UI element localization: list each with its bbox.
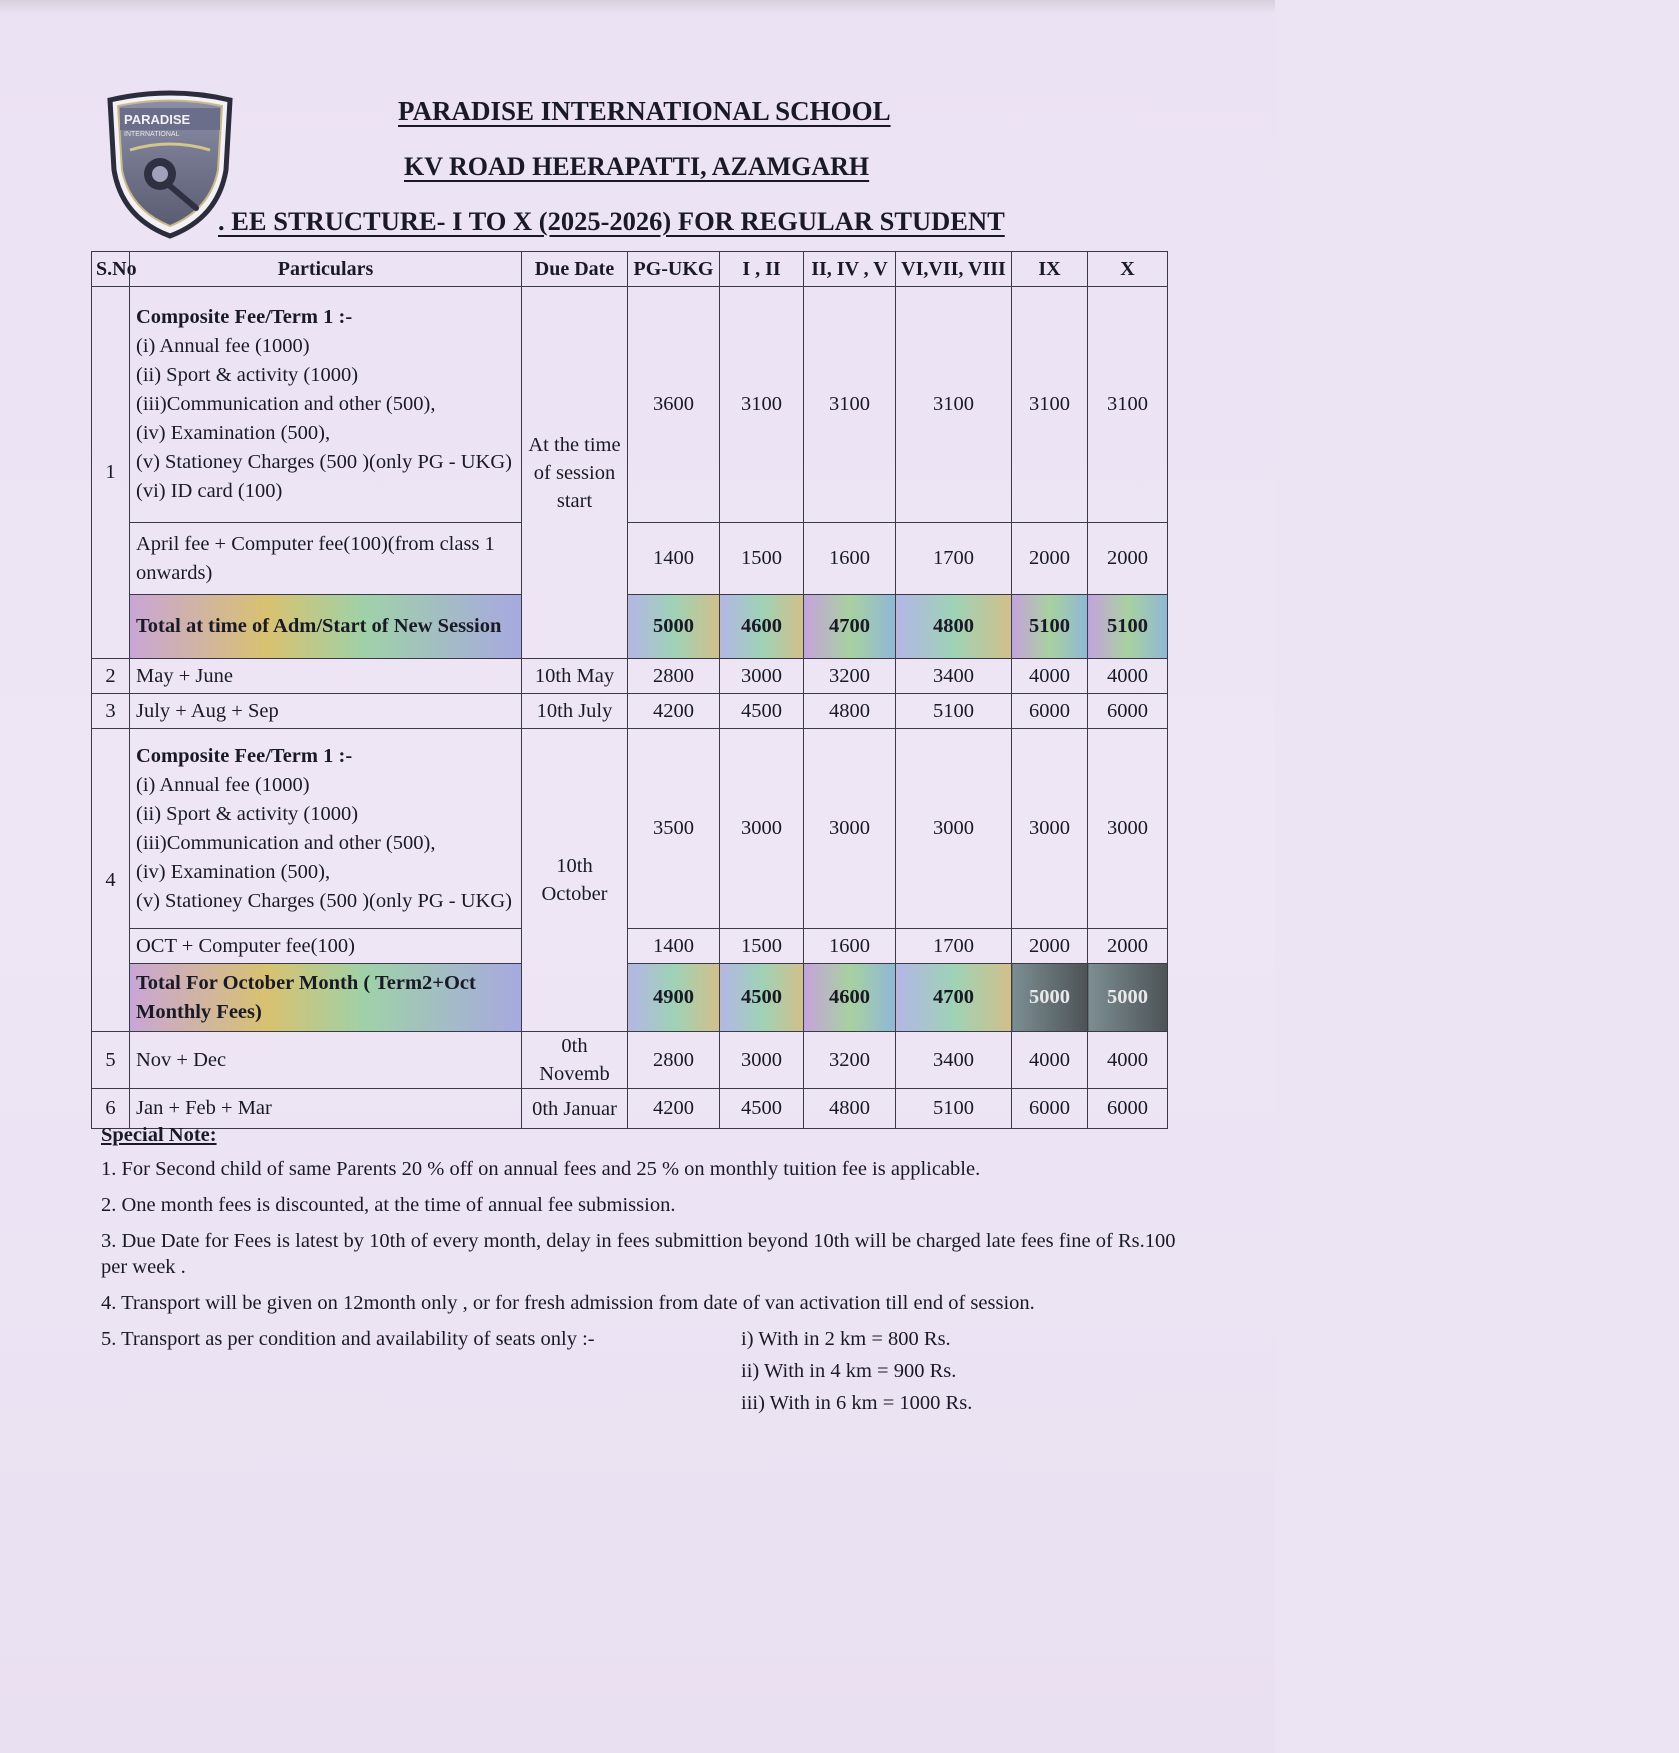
fee-item: (ii) Sport & activity (1000) [136,802,359,825]
total-value: 4600 [804,964,896,1032]
fee-value: 3200 [804,1032,896,1089]
table-row [92,523,1168,595]
fee-value: 1600 [804,523,896,595]
notes-title: Special Note: [101,1124,217,1146]
fee-value: 3100 [720,287,804,523]
total-value: 4700 [896,964,1012,1032]
serial-number: 1 [92,287,130,659]
fee-value: 4500 [720,1089,804,1129]
serial-number: 4 [92,729,130,1032]
particulars-cell: April fee + Computer fee(100)(from class 1 onwards) [130,523,522,595]
fee-value: 2000 [1088,929,1168,964]
particulars-cell: May + June [130,659,522,694]
fee-value: 1700 [896,523,1012,595]
fee-item: (iv) Examination (500), [136,422,331,444]
total-value: 4700 [804,595,896,659]
transport-lead: 5. Transport as per condition and availability of seats only :- [101,1328,595,1350]
column-header: X [1088,252,1168,287]
fee-value: 6000 [1088,694,1168,729]
fee-item: (v) Stationey Charges (500 )(only PG - UKG) [136,889,512,912]
note-item: 4. Transport will be given on 12month only , or for fresh admission from date of van activation till end of session. [101,1292,1035,1314]
column-header: I , II [720,252,804,287]
fee-value: 3100 [1012,287,1088,523]
total-value: 5000 [1012,964,1088,1032]
note-item: 2. One month fees is discounted, at the time of annual fee submission. [101,1194,676,1216]
fee-value: 4200 [628,694,720,729]
total-value: 4600 [720,595,804,659]
due-date: 10th October [522,729,628,1032]
fee-value: 4000 [1088,1032,1168,1089]
fee-value: 3000 [804,729,896,929]
fee-item: (iii)Communication and other (500), [136,393,436,415]
serial-number: 2 [92,659,130,694]
fee-value: 4000 [1012,659,1088,694]
fee-table [91,251,1168,1129]
fee-item: (iv) Examination (500), [136,860,331,883]
fee-item: (v) Stationey Charges (500 )(only PG - UKG) [136,451,512,473]
table-row [92,287,1168,523]
due-date: 10th July [522,694,628,729]
fee-value: 6000 [1088,1089,1168,1129]
table-header-row [92,252,1168,287]
table-row [92,729,1168,929]
due-date: At the time of session start [522,287,628,659]
note-item: 3. Due Date for Fees is latest by 10th of every month, delay in fees submittion beyond 10th will be charged late fees fine of Rs.100 per week . [101,1230,1176,1278]
fee-value: 3000 [1012,729,1088,929]
due-date: 10th May [522,659,628,694]
serial-number: 3 [92,694,130,729]
table-row [92,694,1168,729]
column-header: PG-UKG [628,252,720,287]
transport-option: i) With in 2 km = 800 Rs. [741,1328,951,1350]
fee-value: 4800 [804,1089,896,1129]
fee-value: 2800 [628,659,720,694]
fee-value: 6000 [1012,1089,1088,1129]
fee-value: 3100 [804,287,896,523]
fee-item: (i) Annual fee (1000) [136,335,310,357]
fee-value: 2000 [1088,523,1168,595]
column-header: VI,VII, VIII [896,252,1012,287]
fee-value: 3600 [628,287,720,523]
total-value: 5100 [1012,595,1088,659]
composite-heading: Composite Fee/Term 1 :- [136,744,353,767]
fee-item: (ii) Sport & activity (1000) [136,364,359,386]
total-value: 4500 [720,964,804,1032]
fee-value: 3100 [896,287,1012,523]
fee-value: 1700 [896,929,1012,964]
fee-structure-title: . EE STRUCTURE- I TO X (2025-2026) FOR REGULAR STUDENT [218,206,1005,236]
particulars-cell: Jan + Feb + Mar [130,1089,522,1129]
fee-value: 2000 [1012,523,1088,595]
school-address: KV ROAD HEERAPATTI, AZAMGARH [404,152,870,181]
svg-text:INTERNATIONAL: INTERNATIONAL [124,131,180,138]
fee-value: 1400 [628,523,720,595]
fee-item: (iii)Communication and other (500), [136,831,436,854]
particulars-cell [130,287,522,523]
fee-value: 4000 [1088,659,1168,694]
total-value: 5100 [1088,595,1168,659]
due-date: 0th Novemb [522,1032,628,1089]
fee-value: 5100 [896,694,1012,729]
transport-note [101,1326,1181,1358]
table-row [92,659,1168,694]
column-header: IX [1012,252,1088,287]
total-value: 4800 [896,595,1012,659]
fee-value: 5100 [896,1089,1012,1129]
fee-item: (i) Annual fee (1000) [136,773,310,796]
total-value: 5000 [1088,964,1168,1032]
fee-value: 4500 [720,694,804,729]
transport-option: ii) With in 4 km = 900 Rs. [741,1360,957,1382]
fee-value: 2000 [1012,929,1088,964]
transport-note [101,1358,1181,1390]
particulars-cell: July + Aug + Sep [130,694,522,729]
special-notes [101,1122,1181,1422]
table-row [92,1032,1168,1089]
particulars-cell [130,729,522,929]
note-item: 1. For Second child of same Parents 20 % off on annual fees and 25 % on monthly tuition fee is applicable. [101,1158,981,1180]
svg-text:PARADISE: PARADISE [124,112,191,127]
particulars-cell: OCT + Computer fee(100) [130,929,522,964]
fee-value: 3500 [628,729,720,929]
transport-option: iii) With in 6 km = 1000 Rs. [741,1392,973,1414]
serial-number: 5 [92,1032,130,1089]
fee-value: 1400 [628,929,720,964]
fee-value: 1600 [804,929,896,964]
fee-value: 3200 [804,659,896,694]
school-name: PARADISE INTERNATIONAL SCHOOL [398,96,891,126]
fee-value: 3400 [896,659,1012,694]
fee-value: 3000 [720,729,804,929]
fee-value: 4000 [1012,1032,1088,1089]
table-row [92,929,1168,964]
scan-edge [0,0,1275,14]
total-label: Total at time of Adm/Start of New Session [130,595,522,659]
total-label: Total For October Month ( Term2+Oct Monthly Fees) [130,964,522,1032]
fee-value: 1500 [720,523,804,595]
column-header: Due Date [522,252,628,287]
fee-value: 3000 [720,1032,804,1089]
fee-item: (vi) ID card (100) [136,480,283,502]
fee-value: 2800 [628,1032,720,1089]
fee-value: 4800 [804,694,896,729]
fee-value: 4200 [628,1089,720,1129]
fee-value: 3400 [896,1032,1012,1089]
column-header: II, IV , V [804,252,896,287]
fee-value: 6000 [1012,694,1088,729]
due-date: 0th Januar [522,1089,628,1129]
fee-value: 1500 [720,929,804,964]
transport-note [101,1390,1181,1422]
serial-number: 6 [92,1089,130,1129]
column-header: S.No [92,252,130,287]
table-row [92,964,1168,1032]
fee-value: 3000 [1088,729,1168,929]
total-value: 5000 [628,595,720,659]
table-row [92,595,1168,659]
composite-heading: Composite Fee/Term 1 :- [136,306,353,328]
column-header: Particulars [130,252,522,287]
total-value: 4900 [628,964,720,1032]
particulars-cell: Nov + Dec [130,1032,522,1089]
fee-value: 3000 [720,659,804,694]
fee-value: 3100 [1088,287,1168,523]
fee-value: 3000 [896,729,1012,929]
